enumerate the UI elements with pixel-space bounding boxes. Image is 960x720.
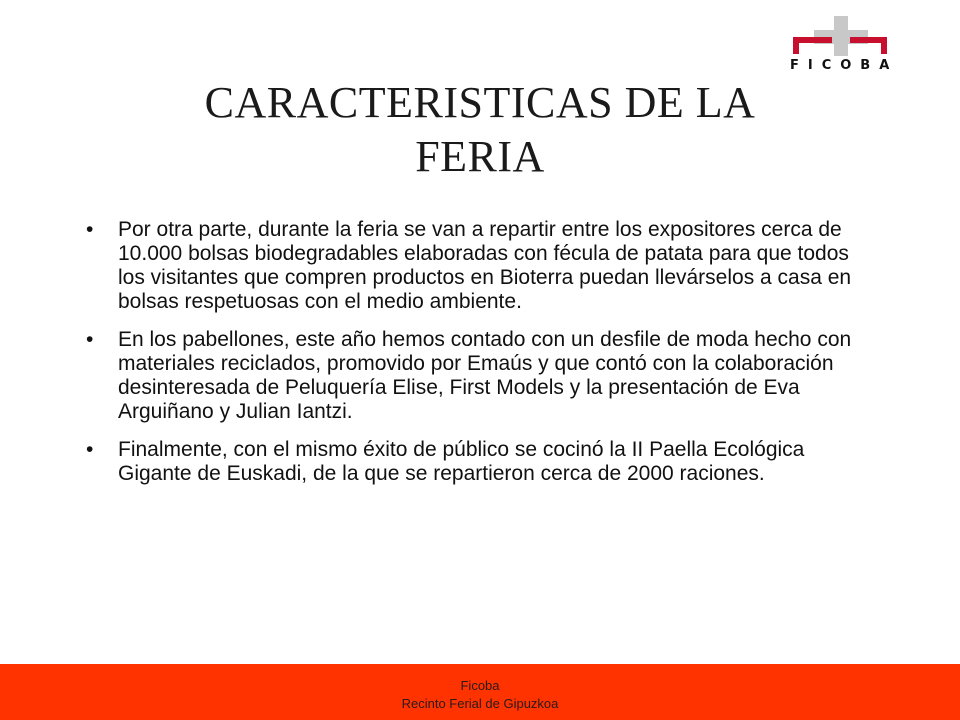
bullet-item (80, 438, 880, 486)
bullet-item (80, 328, 880, 424)
bullet-text: Finalmente, con el mismo éxito de público se cocinó la II Paella Ecológica Gigante de Euskadi, de la que se repartieron cerca de 2000 raciones. (118, 438, 805, 485)
bullet-marker: • (86, 438, 94, 461)
bullet-item (80, 218, 880, 314)
footer-bar (0, 664, 960, 720)
bullet-text: Por otra parte, durante la feria se van a repartir entre los expositores cerca de 10.000 bolsas biodegradables elaboradas con fécula de patata para que todos los visitantes que compren productos en Bioterra puedan llevárselos a casa en bolsas respetuosas con el medio ambiente. (118, 218, 852, 313)
footer-subtitle: Recinto Ferial de Gipuzkoa (401, 696, 559, 711)
ficoba-logo-mark (790, 14, 890, 58)
ficoba-logo (790, 14, 899, 78)
bullet-text: En los pabellones, este año hemos contado con un desfile de moda hecho con materiales reciclados, promovido por Emaús y que contó con la colaboración desinteresada de Peluquería Elise, First Models y la presentación de Eva Arguiñano y Julian Iantzi. (118, 328, 852, 423)
bullet-list (80, 218, 880, 500)
bullet-marker: • (86, 218, 94, 241)
ficoba-logo-text: FICOBA (790, 58, 899, 73)
footer-organization: Ficoba (460, 678, 500, 693)
slide-title: CARACTERISTICAS DE LA FERIA (204, 78, 756, 181)
bullet-marker: • (86, 328, 94, 351)
